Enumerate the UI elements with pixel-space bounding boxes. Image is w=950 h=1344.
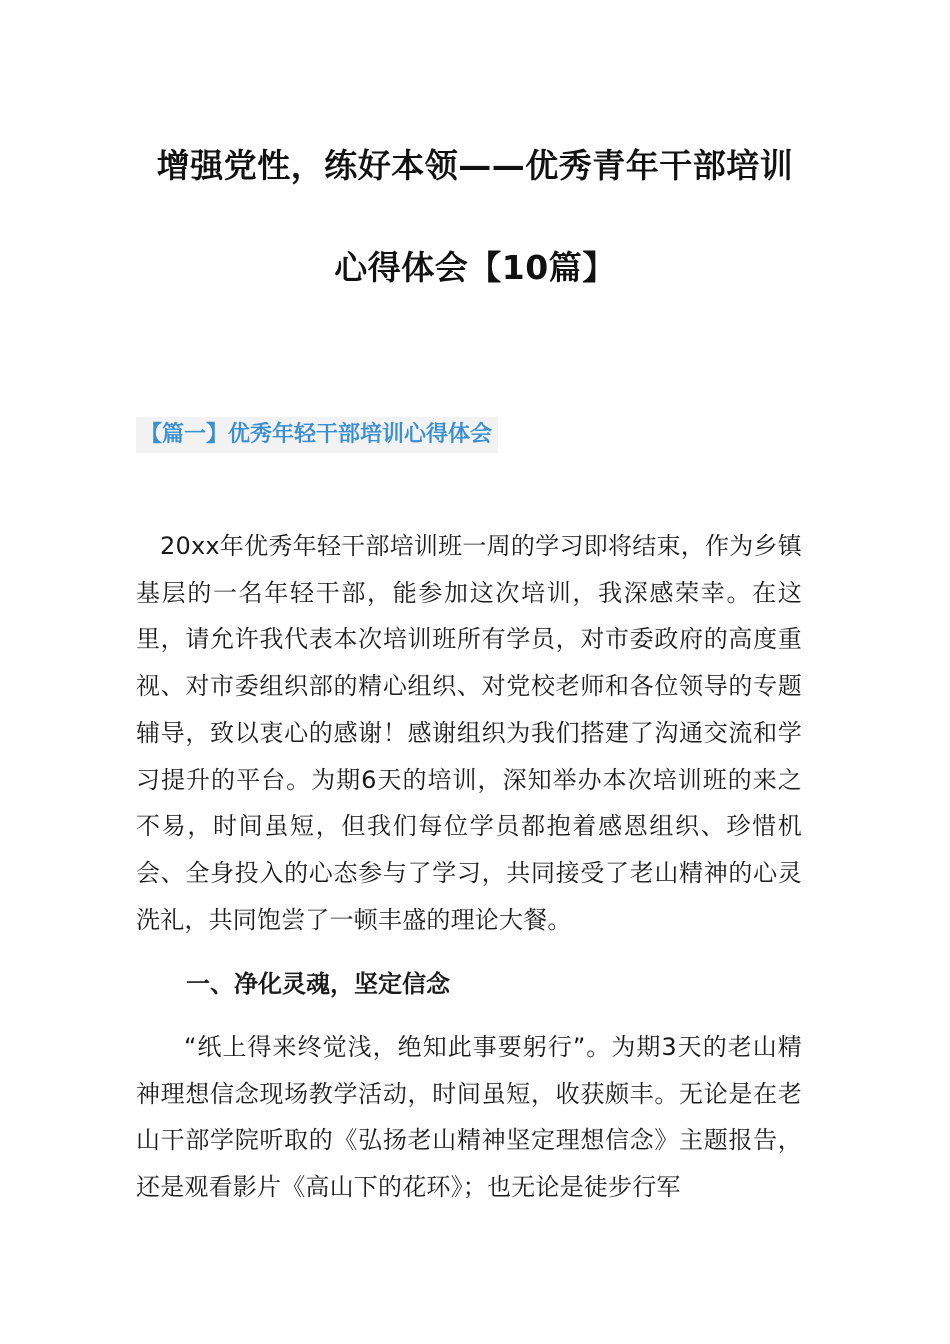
- document-title-line-2: 心得体会【10篇】: [334, 248, 616, 287]
- sub-heading-1: 一、净化灵魂，坚定信念: [186, 970, 450, 998]
- paragraph-2: “纸上得来终觉浅，绝知此事要躬行”。为期3天的老山精神理想信念现场教学活动，时间虽短，收获颇丰。无论是在老山干部学院听取的《弘扬老山精神坚定理想信念》主题报告，还是观看影片《高山下的花环》；也无论是徒步行军: [136, 1033, 802, 1202]
- paragraph-1: 20xx年优秀年轻干部培训班一周的学习即将结束，作为乡镇基层的一名年轻干部，能参加这次培训，我深感荣幸。在这里，请允许我代表本次培训班所有学员，对市委政府的高度重视、对市委组织部的精心组织、对党校老师和各位领导的专题辅导，致以衷心的感谢！感谢组织为我们搭建了沟通交流和学习提升的平台。为期6天的培训，深知举办本次培训班的来之不易，时间虽短，但我们每位学员都抱着感恩组织、珍惜机会、全身投入的心态参与了学习，共同接受了老山精神的心灵洗礼，共同饱尝了一顿丰盛的理论大餐。: [136, 532, 802, 934]
- document-title-line-1: 增强党性，练好本领——优秀青年干部培训: [156, 146, 794, 185]
- section-heading: 【篇一】优秀年轻干部培训心得体会: [136, 417, 498, 453]
